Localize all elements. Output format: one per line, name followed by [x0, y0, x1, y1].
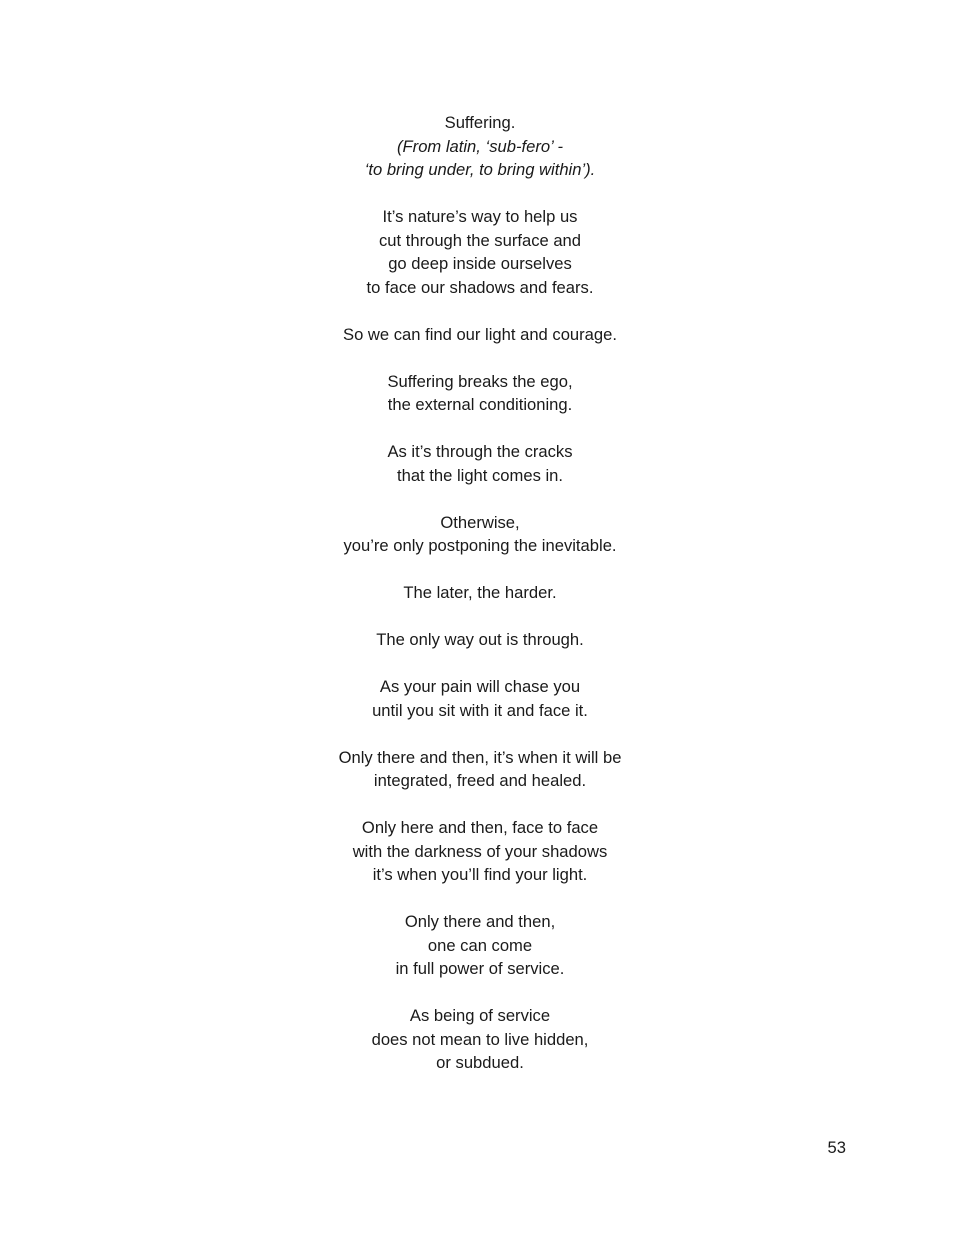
poem-stanza	[0, 746, 960, 793]
poem-line: So we can find our light and courage.	[343, 324, 617, 344]
poem-line: As it’s through the cracks	[387, 442, 573, 461]
poem-line: As your pain will chase you	[379, 677, 581, 696]
poem-line: with the darkness of your shadows	[352, 841, 608, 861]
poem-line: Suffering.	[444, 113, 516, 132]
poem-stanza	[0, 205, 960, 299]
poem-line: (From latin, ‘sub-fero’ -	[397, 136, 563, 156]
poem-line: one can come	[427, 935, 533, 955]
poem-line: Only there and then, it’s when it will be	[338, 747, 622, 767]
poem-line: Otherwise,	[440, 512, 520, 532]
poem-stanza	[0, 370, 960, 417]
poem-line: It’s nature’s way to help us	[382, 207, 578, 226]
poem-line: or subdued.	[436, 1053, 524, 1072]
poem-line: Suffering breaks the ego,	[387, 371, 573, 391]
poem-line: to face our shadows and fears.	[366, 277, 594, 297]
poem-line: integrated, freed and healed.	[373, 771, 587, 790]
poem-stanza	[0, 628, 960, 652]
poem-line: does not mean to live hidden,	[371, 1029, 589, 1049]
poem-stanza	[0, 323, 960, 347]
poem-stanza	[0, 440, 960, 487]
poem-line: The later, the harder.	[403, 583, 557, 602]
poem-body	[0, 111, 960, 1098]
poem-line: ‘to bring under, to bring within’).	[364, 160, 596, 179]
poem-line: Only here and then, face to face	[361, 818, 599, 837]
poem-stanza	[0, 675, 960, 722]
poem-line: you’re only postponing the inevitable.	[343, 536, 617, 555]
poem-line: go deep inside ourselves	[388, 254, 572, 273]
poem-stanza	[0, 816, 960, 887]
poem-line: it’s when you’ll find your light.	[372, 865, 588, 884]
poem-line: that the light comes in.	[396, 465, 564, 485]
poem-stanza	[0, 511, 960, 558]
poem-line: the external conditioning.	[387, 395, 573, 414]
poem-line: As being of service	[409, 1006, 551, 1025]
page-number: 53	[827, 1138, 846, 1157]
poem-stanza	[0, 1004, 960, 1075]
poem-line: in full power of service.	[395, 959, 565, 978]
poem-line: until you sit with it and face it.	[372, 700, 588, 720]
poem-line: cut through the surface and	[378, 230, 582, 250]
poem-stanza	[0, 111, 960, 182]
poem-stanza	[0, 581, 960, 605]
poem-line: The only way out is through.	[376, 630, 584, 649]
poem-line: Only there and then,	[404, 912, 556, 931]
poem-stanza	[0, 910, 960, 981]
